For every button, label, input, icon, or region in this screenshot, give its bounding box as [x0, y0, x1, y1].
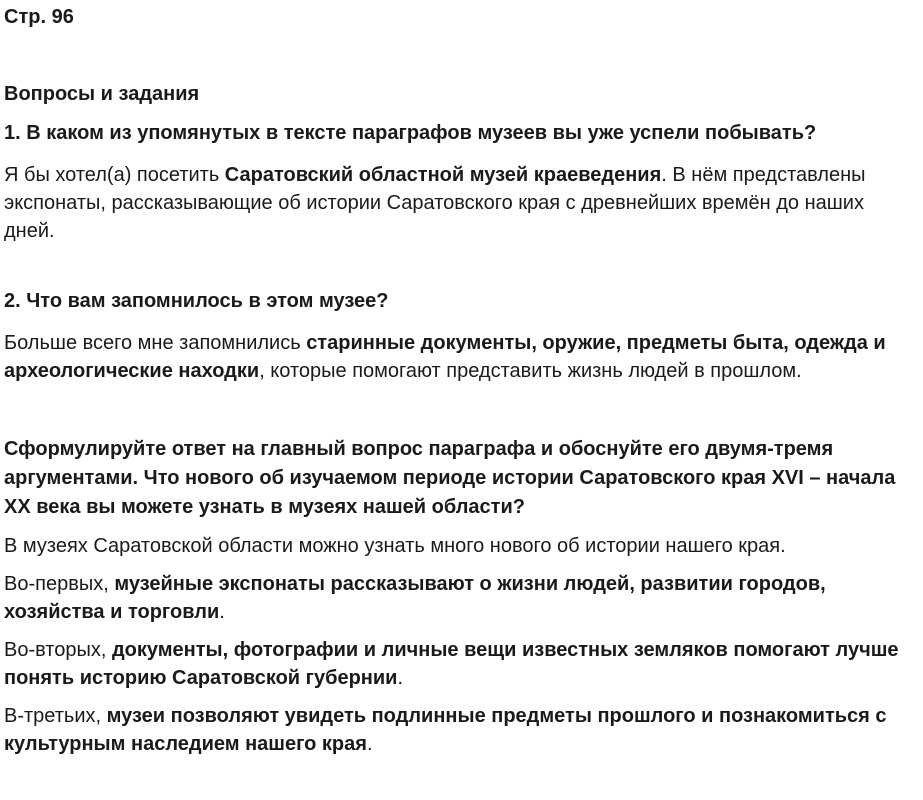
question-3: Сформулируйте ответ на главный вопрос параграфа и обоснуйте его двумя-тремя аргументами. Что нового об изучаемом периоде истории Саратовского края XVI – начала XX века вы можете узнать в музеях нашей области? [4, 438, 896, 518]
argument-1-pre: Во-первых, [4, 573, 115, 595]
argument-1-post: . [219, 601, 225, 623]
answer-3-argument-3 [4, 702, 919, 758]
answer-2-text-pre: Больше всего мне запомнились [4, 332, 307, 354]
section-title: Вопросы и задания [4, 83, 200, 105]
answer-1 [4, 161, 919, 245]
answer-3-argument-1 [4, 570, 919, 626]
argument-2-pre: Во-вторых, [4, 639, 112, 661]
answer-3-intro: В музеях Саратовской области можно узнать много нового об истории нашего края. [4, 535, 786, 557]
question-2: 2. Что вам запомнилось в этом музее? [4, 290, 389, 312]
argument-1-bold: музейные экспонаты рассказывают о жизни людей, развитии городов, хозяйства и торговли [4, 573, 826, 623]
answer-1-text-pre: Я бы хотел(а) посетить [4, 164, 225, 186]
question-1: 1. В каком из упомянутых в тексте параграфов музеев вы уже успели побывать? [4, 122, 817, 144]
argument-3-post: . [366, 733, 373, 755]
answer-2 [4, 329, 919, 385]
argument-3-pre: В-третьих, [4, 705, 107, 727]
answer-3-argument-2 [4, 636, 919, 692]
argument-3-bold: музеи позволяют увидеть подлинные предметы прошлого и познакомиться с культурным наследием нашего края [4, 705, 887, 755]
answer-2-text-post: , которые помогают представить жизнь людей в прошлом. [259, 360, 802, 382]
answer-1-text-bold: Саратовский областной музей краеведения [224, 164, 662, 186]
argument-2-bold: документы, фотографии и личные вещи известных земляков помогают лучше понять историю Саратовской губернии [4, 639, 899, 689]
page-number: Стр. 96 [4, 6, 74, 28]
answer-1-text-post: . В нём представлены экспонаты, рассказывающие об истории Саратовского края с древнейших времён до наших дней. [4, 164, 866, 242]
argument-2-post: . [397, 667, 404, 689]
answer-2-text-bold: старинные документы, оружие, предметы быта, одежда и археологические находки [4, 332, 886, 382]
